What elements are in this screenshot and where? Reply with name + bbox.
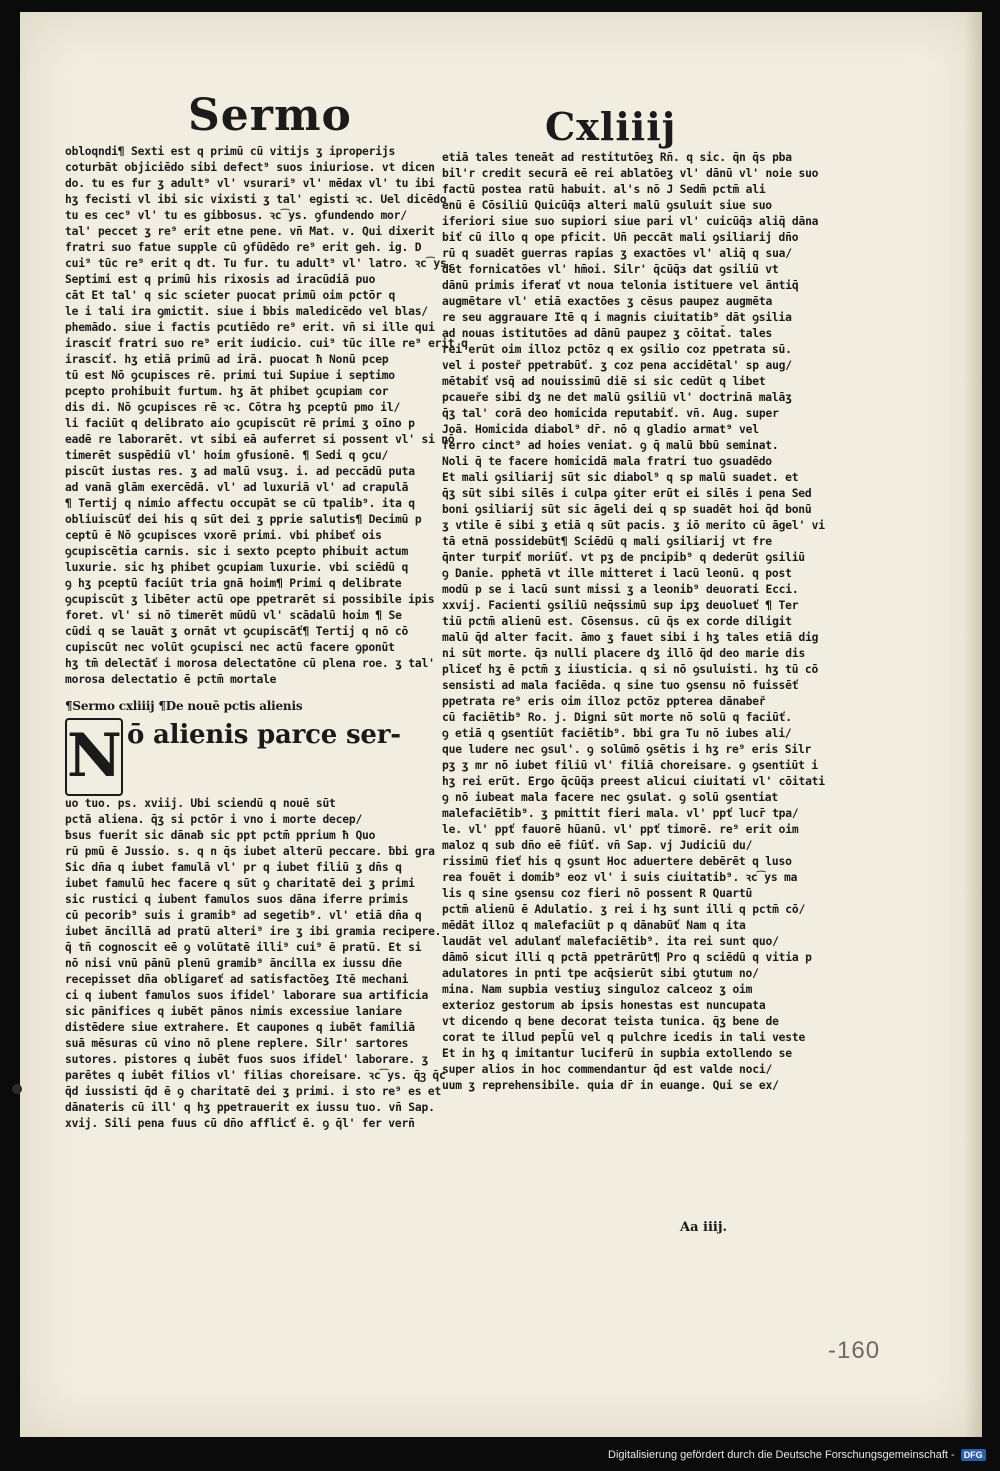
text-line: suā mēsuras cū vino nō plene replere. Silr' sartores	[65, 1037, 409, 1050]
text-line: ppetrata re⁹ eris oim illoz pctōz ppterea dānabeř	[442, 695, 766, 708]
text-line: enū ē Cōsiliū Quicūq̄ɜ alteri malū ꝯsuluit siue suo	[442, 199, 772, 212]
left-text-column	[65, 144, 468, 1132]
text-line: tu es cec⁹ vl' tu es gibbosus. ꝛc͡ys. ꝯfundendo mor/	[65, 209, 407, 222]
text-line: ꝯ nō iubeat mala facere nec ꝯsulat. ꝯ solū ꝯsentiat	[442, 791, 778, 804]
text-line: rei erūt oim illoz pctōz q ex ꝯsilio coz ppetrata sū.	[442, 343, 792, 356]
dfg-logo: DFG	[961, 1449, 986, 1461]
text-line: distēdere siue extrahere. Et caupones q iubēt familiā	[65, 1021, 415, 1034]
pencil-folio-note: -160	[828, 1337, 881, 1364]
text-line: maloz q sub dn̄o eē fiūť. vn̄ Sap. vj Judiciū du/	[442, 839, 753, 852]
text-line: etiā tales teneāt ad restitutōeʒ Rn̄. q sic. q̄n q̄s pba	[442, 151, 792, 164]
text-line: pcaueře sibi dʒ ne det malū ꝯsiliū vl' doctrinā malāʒ	[442, 391, 792, 404]
text-line: foret. vl' si nō timerēt mūdū vl' scādalū hoim ¶ Se	[65, 609, 402, 622]
text-line: uo tuo. ps. xviij. Ubi sciendū q nouē sūt	[65, 797, 336, 810]
text-line: morosa delectatio ē pctm̄ mortale	[65, 673, 277, 686]
text-line: uum ʒ reprehensibile. quia dr̄ in euange. Qui se ex/	[442, 1079, 779, 1092]
text-line: ʒ vtile ē sibi ʒ etiā q sūt pacis. ʒ iō merito cū āgel' vi	[442, 519, 825, 532]
text-line: hʒ rei erūt. Ergo q̄cūq̄ɜ preest alicui ciuitati vl' cōitati	[442, 775, 825, 788]
text-line: cū faciētib⁹ Ro. j. Digni sūt morte nō solū q faciūť.	[442, 711, 792, 724]
text-line: pctā aliena. q̄ʒ si pctōr i vno i morte decep/	[65, 813, 363, 826]
text-line: hʒ tm̄ delectāť i morosa delectatōne cū plena roe. ʒ tal'	[65, 657, 435, 670]
left-column-text-top	[65, 144, 468, 688]
text-line: mēdāt illoz q malefaciūt p q dānabūť Nam q ita	[442, 919, 746, 932]
book-page	[20, 12, 982, 1437]
digitization-footer	[608, 1449, 986, 1461]
text-line: le i tali ira ꝯmictit. siue i ƀbis maledicēdo vel blas/	[65, 305, 428, 318]
text-line: dānū primis iferať vt noua telonia istituere vel āntiq̄	[442, 279, 799, 292]
text-line: pctm̄ alienū ē Adulatio. ʒ rei i hʒ sunt illi q pctm̄ cō/	[442, 903, 806, 916]
text-line: ¶ Tertij q nimio affectu occupāt se cū tpalib⁹. ita q	[65, 497, 415, 510]
text-line: rū q suadēt guerras rapias ʒ exactōes vl' aliq̄ q sua/	[442, 247, 792, 260]
text-line: Et mali ꝯsiliarij sūt sic diabol⁹ q sp malū suadet. et	[442, 471, 799, 484]
text-line: dis di. Nō ꝯcupisces rē ꝛc. Cōtra hʒ pceptū pmo il/	[65, 401, 401, 414]
text-line: factū postea ratū habuit. al's nō J Sedm̄ pctm̄ ali	[442, 183, 766, 196]
text-line: sic rustici q iubent famulos suos dāna iferre primis	[65, 893, 409, 906]
text-line: Noli q̄ te facere homicidā mala fratri tuo ꝯsuadēdo	[442, 455, 772, 468]
right-column-text	[442, 150, 825, 1094]
text-line: timerēt suspēdiū vl' hoim ꝯfusionē. ¶ Sedi q ꝯcu/	[65, 449, 389, 462]
text-line: cui⁹ tūc re⁹ erit q dt. Tu fur. tu adult⁹ vl' latro. ꝛc͡ys.	[65, 257, 454, 270]
text-line: dēt fornicatōes vl' hm̄oi. Silr' q̄cūq̄ɜ dat ꝯsiliū vt	[442, 263, 779, 276]
text-line: ꝯ etiā q ꝯsentiūt faciētib⁹. ƀbi gra Tu nō iubes ali/	[442, 727, 792, 740]
text-line: dāmō sicut illi q pctā ppetrārūt¶ Pro q sciēdū q vitia p	[442, 951, 812, 964]
text-line: iubet famulū hec facere q sūt ꝯ charitatē dei ʒ primi	[65, 877, 415, 890]
text-line: sutores. pistores q iubēt fuos suos ifidel' laborare. ʒ	[65, 1053, 429, 1066]
text-line: pliceť hʒ ē pctm̄ ʒ iiusticia. q si nō ꝯsuluisti. hʒ tū cō	[442, 663, 819, 676]
text-line: Sic dn̄a q iubet famulā vl' pr q iubet filiū ʒ dn̄s q	[65, 861, 402, 874]
sermon-incipit	[65, 718, 415, 796]
folio-number: Cxliiij	[545, 104, 677, 149]
text-line: iubet āncillā ad pratū alteri⁹ ire ʒ ibi gramia recipere.	[65, 925, 442, 938]
text-line: tiū pctm̄ alienū est. Cōsensus. cū q̄s ex corde diligit	[442, 615, 792, 628]
text-line: vel i posteř ppetrabūť. ʒ coz pena accidētal' sp aug/	[442, 359, 792, 372]
text-line: fratri suo fatue supple cū ꝯfūdēdo re⁹ erit geh. ig. D	[65, 241, 422, 254]
text-line: recepisset dn̄a obligareť ad satisfactōeʒ Itē mechani	[65, 973, 409, 986]
text-line: rissimū fieť his q ꝯsunt Hoc aduertere debērēt q luso	[442, 855, 792, 868]
text-line: dānateris cū ill' q hʒ ppetrauerit ex iussu tuo. vn̄ Sap.	[65, 1101, 435, 1114]
text-line: tū est Nō ꝯcupisces rē. primi tui Supiue i septimo	[65, 369, 395, 382]
decorated-initial: N	[65, 718, 123, 796]
signature-mark: Aa iiij.	[680, 1220, 728, 1235]
text-line: eadē re laborarēt. vt sibi eā auferret si possent vl' si nō	[65, 433, 455, 446]
text-line: exterioz gestorum ab ipsis honestas est nuncupata	[442, 999, 766, 1012]
text-line: nō nisi vnū pānū plenū gramib⁹ āncilla ex iussu dn̄e	[65, 957, 402, 970]
text-line: irasciť. hʒ etiā primū ad irā. puocat ħ Nonū pcep	[65, 353, 389, 366]
text-line: que ludere nec ꝯsul'. ꝯ solūmō ꝯsētis i hʒ re⁹ eris Silr	[442, 743, 812, 756]
text-line: tal' peccet ʒ re⁹ erit etne pene. vn̄ Mat. v. Qui dixerit	[65, 225, 435, 238]
text-line: ƀsus fuerit sic dānaƀ sic ppt pctm̄ pprium ħ Quo	[65, 829, 376, 842]
text-line: obloqndi¶ Sexti est q primū cū vitijs ʒ iproperijs	[65, 145, 396, 158]
text-line: super alios in hoc commendantur q̄d est valde noci/	[442, 1063, 773, 1076]
text-line: parētes q iubēt filios vl' filias choreisare. ꝛc͡ys. q̄ꝫ q̄c	[65, 1069, 446, 1082]
text-line: ꝯ hʒ pceptū faciūt tria gnā hoim¶ Primi q delibrate	[65, 577, 402, 590]
text-line: piscūt iustas res. ʒ ad malū vsuʒ. i. ad peccādū puta	[65, 465, 415, 478]
text-line: cū pecorib⁹ suis i gramib⁹ ad segetib⁹. vl' etiā dn̄a q	[65, 909, 422, 922]
text-line: li faciūt q delibrato aio ꝯcupiscūt rē primi ʒ oīno p	[65, 417, 415, 430]
text-line: q̄ tn̄ cognoscit eē ꝯ volūtatē illi⁹ cui⁹ ē pratū. Et si	[65, 941, 422, 954]
text-line: q̄d iussisti q̄d ē ꝯ charitatē dei ʒ primi. i sto re⁹ es et	[65, 1085, 442, 1098]
text-line: sensisti ad mala faciēda. q sine tuo ꝯsensu nō fuissēť	[442, 679, 799, 692]
text-line: mina. Nam supbia vestiuʒ singuloz calceoz ʒ oim	[442, 983, 753, 996]
text-line: ꝯcupiscētia carnis. sic i sexto pcepto phibuit actum	[65, 545, 409, 558]
text-line: ci q iubent famulos suos ifidel' laborare sua artificia	[65, 989, 429, 1002]
text-line: biť cū illo q ope pficit. Un̄ peccāt mali ꝯsiliarij dn̄o	[442, 231, 799, 244]
incipit-title: ō alienis parce ser-	[127, 720, 401, 750]
footer-credit: Digitalisierung gefördert durch die Deutsche Forschungsgemeinschaft -	[608, 1449, 955, 1461]
page-header-left: Sermo	[188, 90, 352, 141]
text-line: ferro cinct⁹ ad hoies veniat. ꝯ q̄ malū ƀbū seminat.	[442, 439, 779, 452]
text-line: sic pānifices q iubēt pānos nimis excessiue laniare	[65, 1005, 402, 1018]
sermon-heading: ¶Sermo cxliiij ¶De nouē pctis alienis	[65, 699, 303, 713]
text-line: vt dicendo q bene decorat teista tunica. q̄ʒ bene de	[442, 1015, 779, 1028]
text-line: augmētare vl' etiā exactōes ʒ cēsus paupez augmēta	[442, 295, 773, 308]
text-line: Septimi est q primū his rixosis ad iracūdiā puo	[65, 273, 376, 286]
text-line: laudāt vel adulanť malefaciētib⁹. ita rei sunt quo/	[442, 935, 779, 948]
text-line: lis q sine ꝯsensu coz fieri nō possent R Quartū	[442, 887, 753, 900]
text-line: adulatores in pnti tpe acq̄sierūt sibi ꝯtutum no/	[442, 967, 759, 980]
text-line: Et in hʒ q imitantur luciferū in supbia extollendo se	[442, 1047, 792, 1060]
text-line: malū q̄d alter facit. āmo ʒ fauet sibi i hʒ tales etiā dig	[442, 631, 819, 644]
text-line: ni sūt morte. q̄ɜ nulli placere dʒ illō q̄d deo marie dis	[442, 647, 806, 660]
text-line: cupiscūt nec volūt ꝯcupisci nec actū facere ꝯponūt	[65, 641, 395, 654]
left-column-text-bottom	[65, 796, 446, 1132]
text-line: pʒ ʒ mr nō iubet filiū vl' filiā choreisare. ꝯ ꝯsentiūt i	[442, 759, 818, 772]
text-line: xxvij. Facienti ꝯsiliū neq̄ssimū sup ipʒ deuolueť ¶ Ter	[442, 599, 799, 612]
text-line: obliuiscūť dei his q sūt dei ʒ pprie salutis¶ Decimū p	[65, 513, 422, 526]
text-line: re seu aggrauare Itē q i magnis ciuitatib⁹ dāt ꝯsilia	[442, 311, 792, 324]
text-line: modū p se i lacū sunt missi ʒ a leonib⁹ deuorati Ecci.	[442, 583, 799, 596]
text-line: ad nouas istitutōes ad dānū paupez ʒ cōitat̄. tales	[442, 327, 773, 340]
text-line: corat te illud pepl̄ū vel q pulchre icedis in tali veste	[442, 1031, 806, 1044]
text-line: pcepto prohibuit furtum. hʒ āt phibet ꝯcupiam cor	[65, 385, 389, 398]
text-line: iferiori siue suo supiori siue pari vl' cuicūq̄ɜ aliq̄ dāna	[442, 215, 819, 228]
text-line: mētabiť vsq̄ ad nouissimū diē si sic cedūt q libet	[442, 375, 766, 388]
text-line: rū pmū ē Jussio. s. q n q̄s iubet alterū peccare. ƀbi gra	[65, 845, 435, 858]
text-line: q̄nter turpiť moriūť. vt pʒ de pncipib⁹ q dederūt ꝯsiliū	[442, 551, 805, 564]
text-line: ꝯ Danie. pphetā vt ille mitteret i lacū leonū. q post	[442, 567, 792, 580]
ink-spot	[12, 1084, 22, 1094]
text-line: luxurie. sic hʒ phibet ꝯcupiam luxurie. vbi sciēdū q	[65, 561, 409, 574]
text-line: le. vl' ppť fauorē hūanū. vl' ppť timorē. re⁹ erit oim	[442, 823, 799, 836]
text-line: bil'r credit securā eē rei ablatōeʒ vl' dānū vl' noie suo	[442, 167, 819, 180]
text-line: coturbāt objiciēdo sibi defect⁹ suos iniuriose. vt dicen	[65, 161, 435, 174]
text-line: ceptū ē Nō ꝯcupisces vxorē primi. vbi phibeť ois	[65, 529, 382, 542]
text-line: Joā. Homicida diabol⁹ dr̄. nō q gladio armat⁹ vel	[442, 423, 759, 436]
text-line: phemādo. siue i factis pcutiēdo re⁹ erit. vn̄ si ille qui	[65, 321, 435, 334]
text-line: ad vanā glām exercēdā. vl' ad luxuriā vl' ad crapulā	[65, 481, 409, 494]
text-line: ꝯcupiscūt ʒ libēter actū ope ppetrarēt si possibile ipis	[65, 593, 435, 606]
text-line: q̄ʒ tal' corā deo homicida reputabiť. vn̄. Aug. super	[442, 407, 779, 420]
right-text-column	[442, 150, 825, 1094]
text-line: rea fouēt i domib⁹ eoz vl' i suis ciuitatib⁹. ꝛc͡ys ma	[442, 871, 798, 884]
text-line: hʒ fecisti vl ibi sic vixisti ʒ tal' egisti ꝛc. Uel dicēdo	[65, 193, 447, 206]
text-line: do. tu es fur ʒ adult⁹ vl' vsurari⁹ vl' mēdax vl' tu ibi	[65, 177, 435, 190]
text-line: irasciť fratri suo re⁹ erit iudicio. cui⁹ tūc ille re⁹ erit q	[65, 337, 468, 350]
text-line: malefaciētib⁹. ʒ pmittit fieri mala. vl' ppť lucr̄ tpa/	[442, 807, 799, 820]
text-line: cāt Et tal' q sic scieter puocat primū oim pctōr q	[65, 289, 396, 302]
text-line: tā etnā possidebūt¶ Sciēdū q mali ꝯsiliarij vt fre	[442, 535, 772, 548]
text-line: cūdi q se lauāt ʒ ornāt vt ꝯcupiscāť¶ Tertij q nō cō	[65, 625, 409, 638]
text-line: q̄ʒ sūt sibi silēs i culpa ꝯiter erūt ei silēs i pena Sed	[442, 487, 812, 500]
text-line: xvij. Sili pena fuus cū dn̄o afflicť ē. ꝯ q̄l' fer vern̄	[65, 1117, 415, 1130]
text-line: boni ꝯsiliarij sūt sic āgeli dei q sp suadēt hoi q̄d bonū	[442, 503, 812, 516]
